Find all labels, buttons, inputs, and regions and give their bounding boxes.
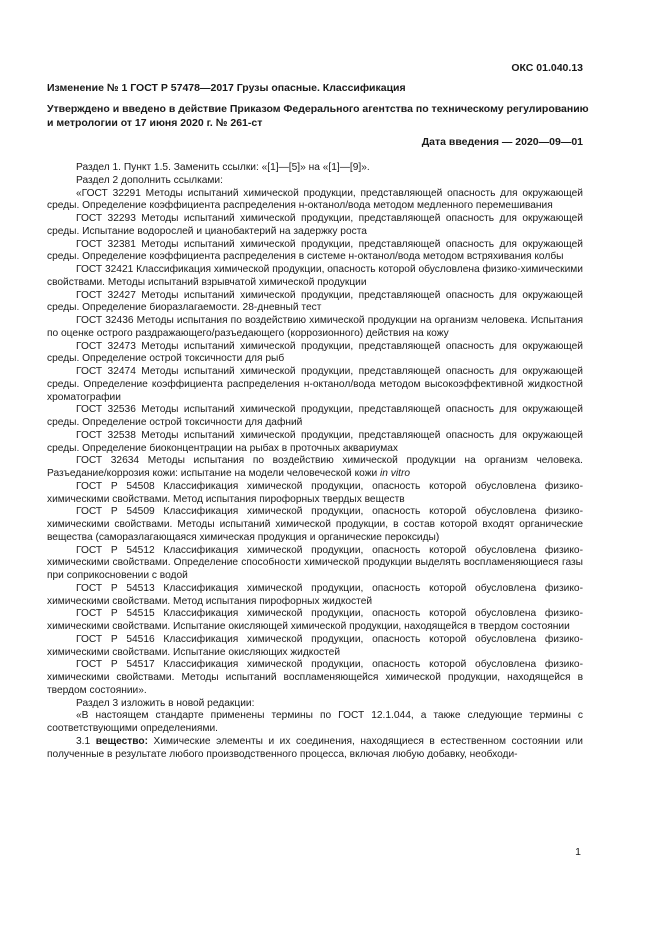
page-number: 1 — [575, 846, 581, 858]
paragraph: ГОСТ Р 54509 Классификация химической продукции, опасность которой обусловлена физико-химическими свойствами. Методы испытаний химической продукции, в состав которой входят органические вещества (саморазлагающаяся химическая продукция и органические пероксиды) — [47, 506, 583, 543]
paragraph: ГОСТ 32421 Классификация химической продукции, опасность которой обусловлена физико-химическими свойствами. Методы испытаний взрывчатой химической продукции — [47, 264, 583, 288]
term-number: 3.1 — [76, 735, 91, 747]
paragraph: ГОСТ 32427 Методы испытаний химической продукции, представляющей опасность для окружающей среды. Определение биоразлагаемости. 28-дневный тест — [47, 289, 583, 314]
classification-code: ОКС 01.040.13 — [511, 62, 583, 74]
paragraph: ГОСТ 32538 Методы испытаний химической продукции, представляющей опасность для окружающей среды. Определение биоконцентрации на рыбах в проточных аквариумах — [47, 429, 583, 454]
paragraph: ГОСТ Р 54516 Классификация химической продукции, опасность которой обусловлена физико-химическими свойствами. Испытание окисляющих жидкостей — [47, 633, 583, 658]
paragraph: ГОСТ 32293 Методы испытаний химической продукции, представляющей опасность для окружающей среды. Испытание водорослей и цианобактерий на задержку роста — [47, 213, 583, 237]
paragraph: ГОСТ Р 54515 Классификация химической продукции, опасность которой обусловлена физико-химическими свойствами. Испытание окисляющей химической продукции, находящейся в твердом состоянии — [47, 608, 583, 632]
introduction-date: Дата введения — 2020—09—01 — [421, 136, 583, 148]
paragraph: ГОСТ Р 54508 Классификация химической продукции, опасность которой обусловлена физико-химическими свойствами. Метод испытания пирофорных твердых веществ — [47, 480, 583, 505]
term-definition — [47, 736, 583, 762]
paragraph: ГОСТ 32473 Методы испытаний химической продукции, представляющей опасность для окружающей среды. Определение острой токсичности для рыб — [47, 340, 583, 365]
paragraph: «В настоящем стандарте применены термины по ГОСТ 12.1.044, а также следующие термины с соответствующими определениями. — [47, 710, 583, 734]
paragraph: Раздел 1. Пункт 1.5. Заменить ссылки: «[1]—[5]» на «[1]—[9]». — [76, 162, 370, 173]
paragraph — [47, 455, 583, 481]
paragraph-text: ГОСТ 32634 Методы испытания по воздействию химической продукции на организм человека. Разъедание/коррозия кожи: испытание на модели человеческой кожи — [47, 455, 583, 479]
term-word: вещество: — [95, 735, 149, 747]
approval-statement: Утверждено и введено в действие Приказом Федерального агентства по техническому регулированию и метрологии от 17 июня 2020 г. № 261-ст — [47, 103, 589, 129]
paragraph: ГОСТ Р 54512 Классификация химической продукции, опасность которой обусловлена физико-химическими свойствами. Определение способности химической продукции выделять воспламеняющиеся газы при соприкосновении с водой — [47, 544, 583, 581]
paragraph: ГОСТ Р 54517 Классификация химической продукции, опасность которой обусловлена физико-химическими свойствами. Методы испытаний воспламеняющейся химической продукции, находящейся в твердом состоянии». — [47, 659, 583, 696]
term-text: Химические элементы и их соединения, находящиеся в естественном состоянии или полученные в результате любого производственного процесса, включая любую добавку, необходи- — [47, 735, 583, 760]
document-body — [47, 162, 583, 761]
in-vitro-italic: in vitro — [380, 468, 411, 479]
paragraph: ГОСТ 32381 Методы испытаний химической продукции, представляющей опасность для окружающей среды. Определение коэффициента распределения в системе н-октанол/вода методом встряхивания колбы — [47, 238, 583, 263]
paragraph: ГОСТ 32436 Методы испытания по воздействию химической продукции на организм человека. Испытания по оценке острого раздражающего/разъедающего (коррозионного) действия на кожу — [47, 315, 583, 339]
paragraph: Раздел 3 изложить в новой редакции: — [76, 697, 255, 709]
paragraph: ГОСТ 32474 Методы испытаний химической продукции, представляющей опасность для окружающей среды. Определение коэффициента распределения н-октанол/вода методом высокоэффективной жидкостной хроматографии — [47, 366, 583, 403]
paragraph: «ГОСТ 32291 Методы испытаний химической продукции, представляющей опасность для окружающей среды. Определение коэффициента распределения н-октанол/вода методом медленного перемешивания — [47, 187, 583, 212]
paragraph: ГОСТ Р 54513 Классификация химической продукции, опасность которой обусловлена физико-химическими свойствами. Метод испытания пирофорных жидкостей — [47, 582, 583, 607]
paragraph: Раздел 2 дополнить ссылками: — [76, 174, 223, 186]
document-title: Изменение № 1 ГОСТ Р 57478—2017 Грузы опасные. Классификация — [47, 82, 406, 94]
paragraph: ГОСТ 32536 Методы испытаний химической продукции, представляющей опасность для окружающей среды. Определение острой токсичности для дафний — [47, 404, 583, 428]
